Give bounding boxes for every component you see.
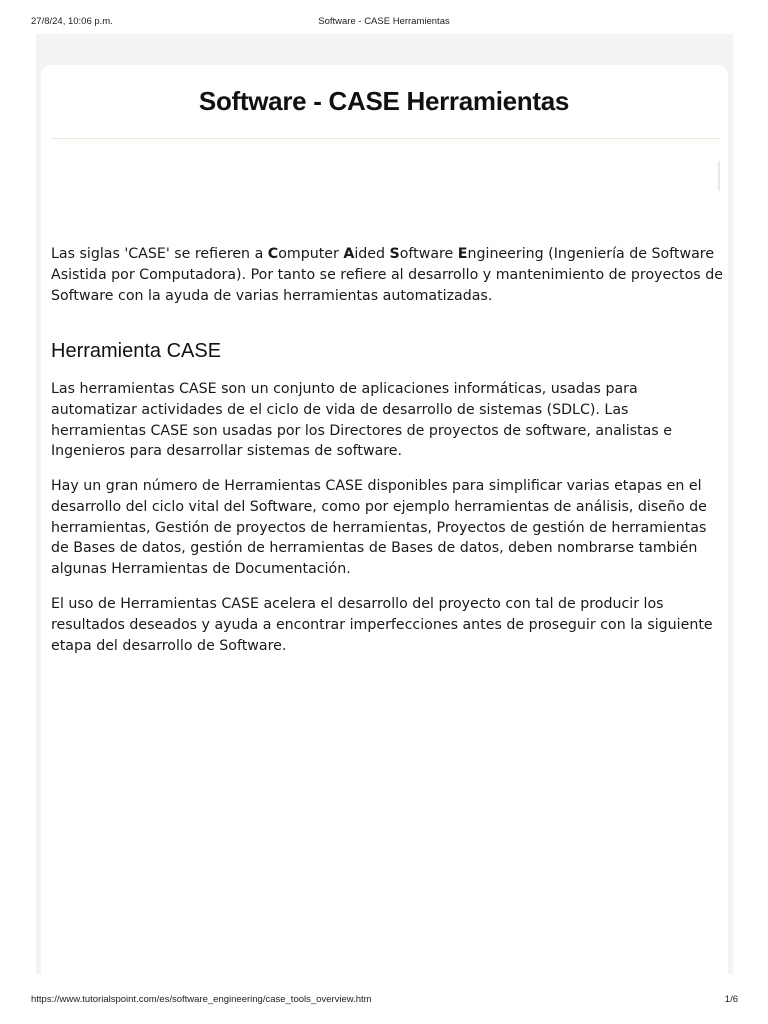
intro-text-3: ided (354, 246, 390, 262)
print-page-title: Software - CASE Herramientas (318, 16, 450, 27)
print-date: 27/8/24, 10:06 p.m. (31, 16, 113, 27)
intro-text-1: Las siglas 'CASE' se refieren a (51, 246, 268, 262)
intro-text-4: oftware (399, 246, 458, 262)
paragraph-text: Hay un gran número de Herramientas CASE disponibles para simplificar varias etapas en el desarrollo del ciclo vital del Software, como por ejemplo herramientas de análisis, diseño de herramientas, Gestión de proyectos de herramientas, Proyectos de gestión de herramientas de Bases de datos, gestión de herramientas de Bases de datos, deben nombrarse también algunas Herramientas de Documentación. (51, 478, 707, 578)
print-header (0, 16, 768, 30)
paragraph-text: El uso de Herramientas CASE acelera el desarrollo del proyecto con tal de producir los resultados deseados y ayuda a encontrar imperfecciones antes de proseguir con la siguiente etapa del desarrollo de Software. (51, 596, 713, 654)
section-heading: Herramienta CASE (51, 340, 222, 362)
paragraph-1 (51, 379, 723, 462)
paragraph-2 (51, 476, 723, 580)
print-page-number: 1/6 (724, 994, 738, 1005)
intro-letter-s: S (389, 246, 400, 262)
intro-text-2: omputer (278, 246, 344, 262)
intro-paragraph (51, 244, 723, 306)
paragraph-text: Las herramientas CASE son un conjunto de aplicaciones informáticas, usadas para automatizar actividades de el ciclo de vida de desarrollo de sistemas (SDLC). Las herramientas CASE son usadas por los Directores de proyectos de software, analistas e Ingenieros para desarrollar sistemas de software. (51, 381, 672, 460)
intro-letter-e: E (457, 246, 468, 262)
ad-placeholder (52, 139, 718, 221)
intro-letter-c: C (267, 246, 279, 262)
intro-text-5: ngineering (Ingeniería de Software Asistida por Computadora). Por tanto se refiere al desarrollo y mantenimiento de proyectos de Software con la ayuda de varias herramientas automatizadas. (51, 246, 723, 304)
intro-letter-a: A (343, 246, 355, 262)
ad-edge (718, 161, 720, 191)
print-footer (0, 994, 768, 1008)
paragraph-3 (51, 594, 723, 656)
page-title: Software - CASE Herramientas (198, 86, 570, 116)
print-url[interactable]: https://www.tutorialspoint.com/es/software_engineering/case_tools_overview.htm (31, 994, 372, 1005)
